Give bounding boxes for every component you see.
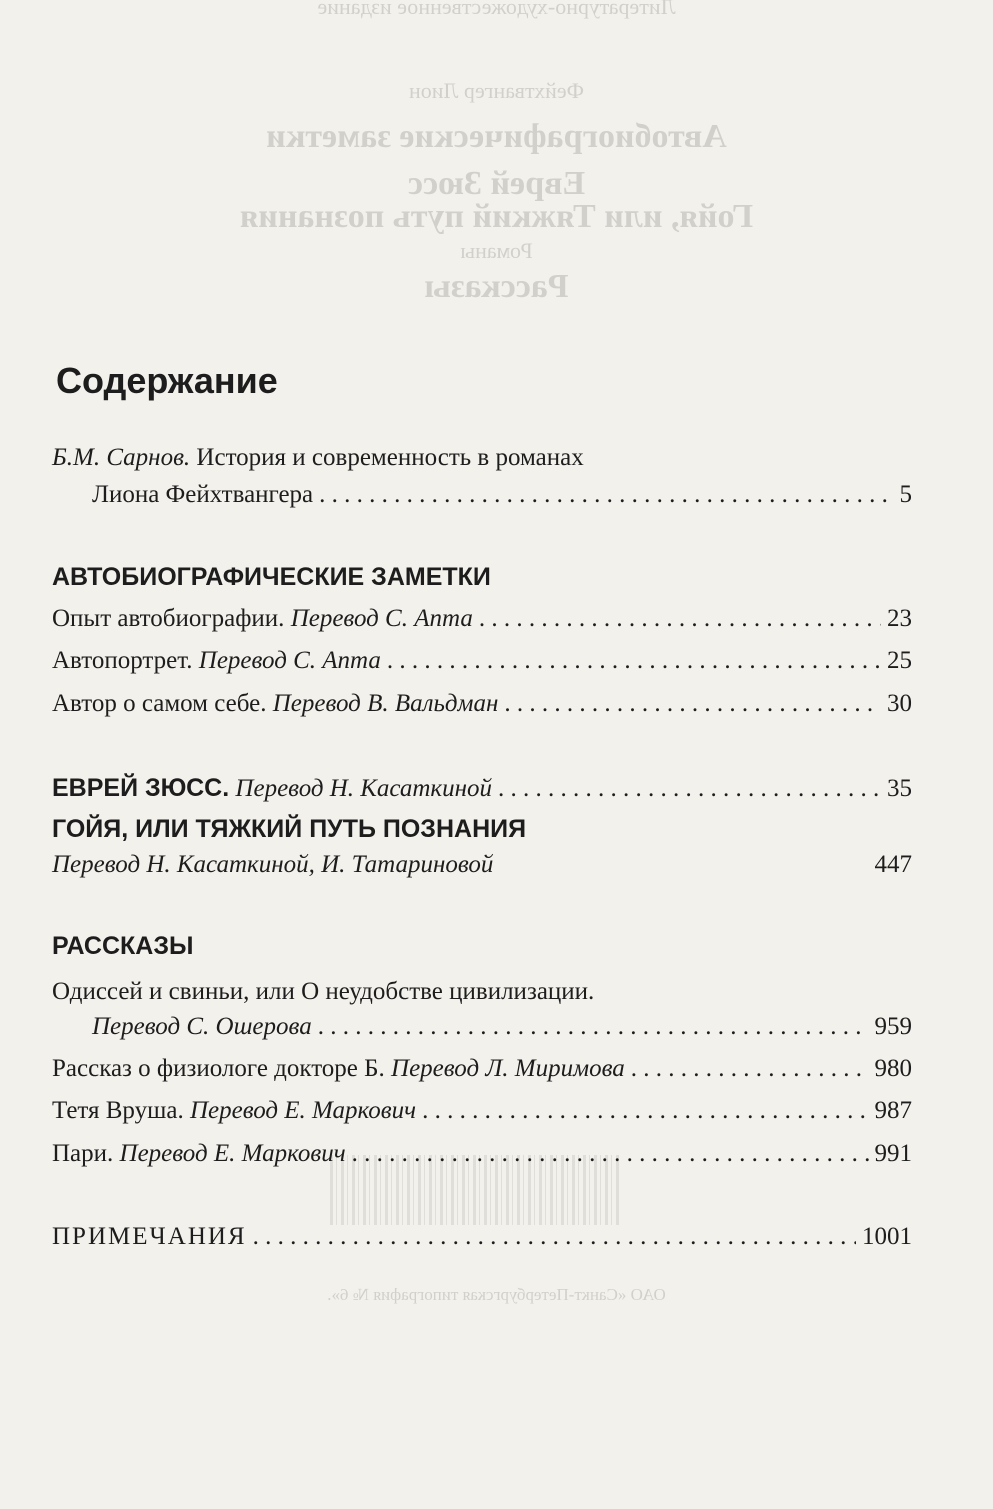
entry-translator: Перевод Н. Касаткиной: [235, 775, 493, 802]
leader-dots: [352, 1139, 869, 1169]
page-number: 1001: [862, 1223, 912, 1250]
page-number: 25: [887, 647, 912, 674]
bleed-line: Еврей Зюсс: [407, 165, 586, 202]
leader-dots: [253, 1222, 856, 1252]
page-title: Содержание: [56, 360, 278, 401]
entry-translator: Перевод С. Апта: [198, 647, 381, 674]
intro-title-line2: Лиона Фейхтвангера: [92, 481, 314, 508]
entry-title: Тетя Вруша.: [52, 1097, 184, 1124]
entry-translator: Перевод Л. Миримова: [391, 1055, 625, 1082]
toc-entry-intro: [92, 480, 912, 510]
toc-entry-odysseus-line1: Одиссей и свиньи, или О неудобстве цивилизации.: [52, 978, 595, 1005]
entry-translator: Перевод Н. Касаткиной, И. Татариновой: [52, 851, 494, 878]
page-number: 991: [874, 1140, 912, 1167]
leader-dots: [318, 1012, 869, 1042]
entry-translator: Перевод Е. Маркович: [119, 1140, 346, 1167]
bleed-line: Литературно-художественное издание: [317, 0, 676, 19]
leader-dots: [479, 604, 881, 634]
entry-translator: Перевод Е. Маркович: [189, 1097, 417, 1124]
bleed-line: Рассказы: [424, 268, 569, 305]
bleed-line: Фейхтвангер Лион: [408, 78, 585, 103]
entry-title: Автор о самом себе.: [52, 690, 267, 717]
entry-title: ЕВРЕЙ ЗЮСС.: [52, 774, 230, 802]
toc-entry: [52, 646, 912, 676]
entry-title: ПРИМЕЧАНИЯ: [52, 1223, 247, 1250]
toc-entry: [52, 689, 912, 719]
entry-translator: Перевод С. Ошерова: [92, 1013, 312, 1040]
page-number: 5: [899, 481, 912, 508]
toc-entry-novel-jud-suss: [52, 773, 912, 804]
bleed-line: ОАО «Санкт-Петербургская типография № 6».: [327, 1285, 666, 1304]
page-number: 987: [874, 1097, 912, 1124]
page-number: 980: [874, 1055, 912, 1082]
toc-entry-notes: [52, 1222, 912, 1252]
toc-entry: [52, 604, 912, 634]
entry-title: Автопортрет.: [52, 647, 193, 674]
leader-dots: [422, 1096, 868, 1126]
section-title-goya: ГОЙЯ, ИЛИ ТЯЖКИЙ ПУТЬ ПОЗНАНИЯ: [52, 815, 527, 843]
page-number: 35: [887, 775, 912, 802]
toc-entry-odysseus: [92, 1012, 912, 1042]
toc-entry-novel-goya: [52, 850, 912, 880]
bleed-line: Гойя, или Тяжкий путь познания: [239, 198, 754, 235]
page-number: 959: [874, 1013, 912, 1040]
bleed-line: Романы: [460, 238, 533, 263]
leader-dots: [319, 480, 893, 510]
section-title-autobiographical: АВТОБИОГРАФИЧЕСКИЕ ЗАМЕТКИ: [52, 563, 491, 591]
page-number: 30: [887, 690, 912, 717]
page-number: 23: [887, 605, 912, 632]
toc-entry-intro-line1: [52, 443, 584, 473]
toc-entry: [52, 1096, 912, 1126]
leader-dots: [631, 1054, 869, 1084]
entry-title: Пари.: [52, 1140, 114, 1167]
entry-title: Рассказ о физиологе докторе Б.: [52, 1055, 385, 1082]
toc-entry: [52, 1054, 912, 1084]
leader-dots: [498, 774, 881, 804]
page-number: 447: [874, 851, 912, 878]
section-title-stories: РАССКАЗЫ: [52, 932, 194, 960]
toc-entry: [52, 1139, 912, 1169]
bleed-line: Автобиографические заметки: [266, 118, 727, 155]
entry-title: Опыт автобиографии.: [52, 605, 285, 632]
leader-dots: [504, 689, 881, 719]
intro-title-line1: История и современность в романах: [196, 444, 584, 471]
intro-author: Б.М. Сарнов.: [52, 444, 191, 471]
leader-dots: [387, 646, 881, 676]
entry-translator: Перевод В. Вальдман: [272, 690, 499, 717]
entry-translator: Перевод С. Апта: [290, 605, 473, 632]
